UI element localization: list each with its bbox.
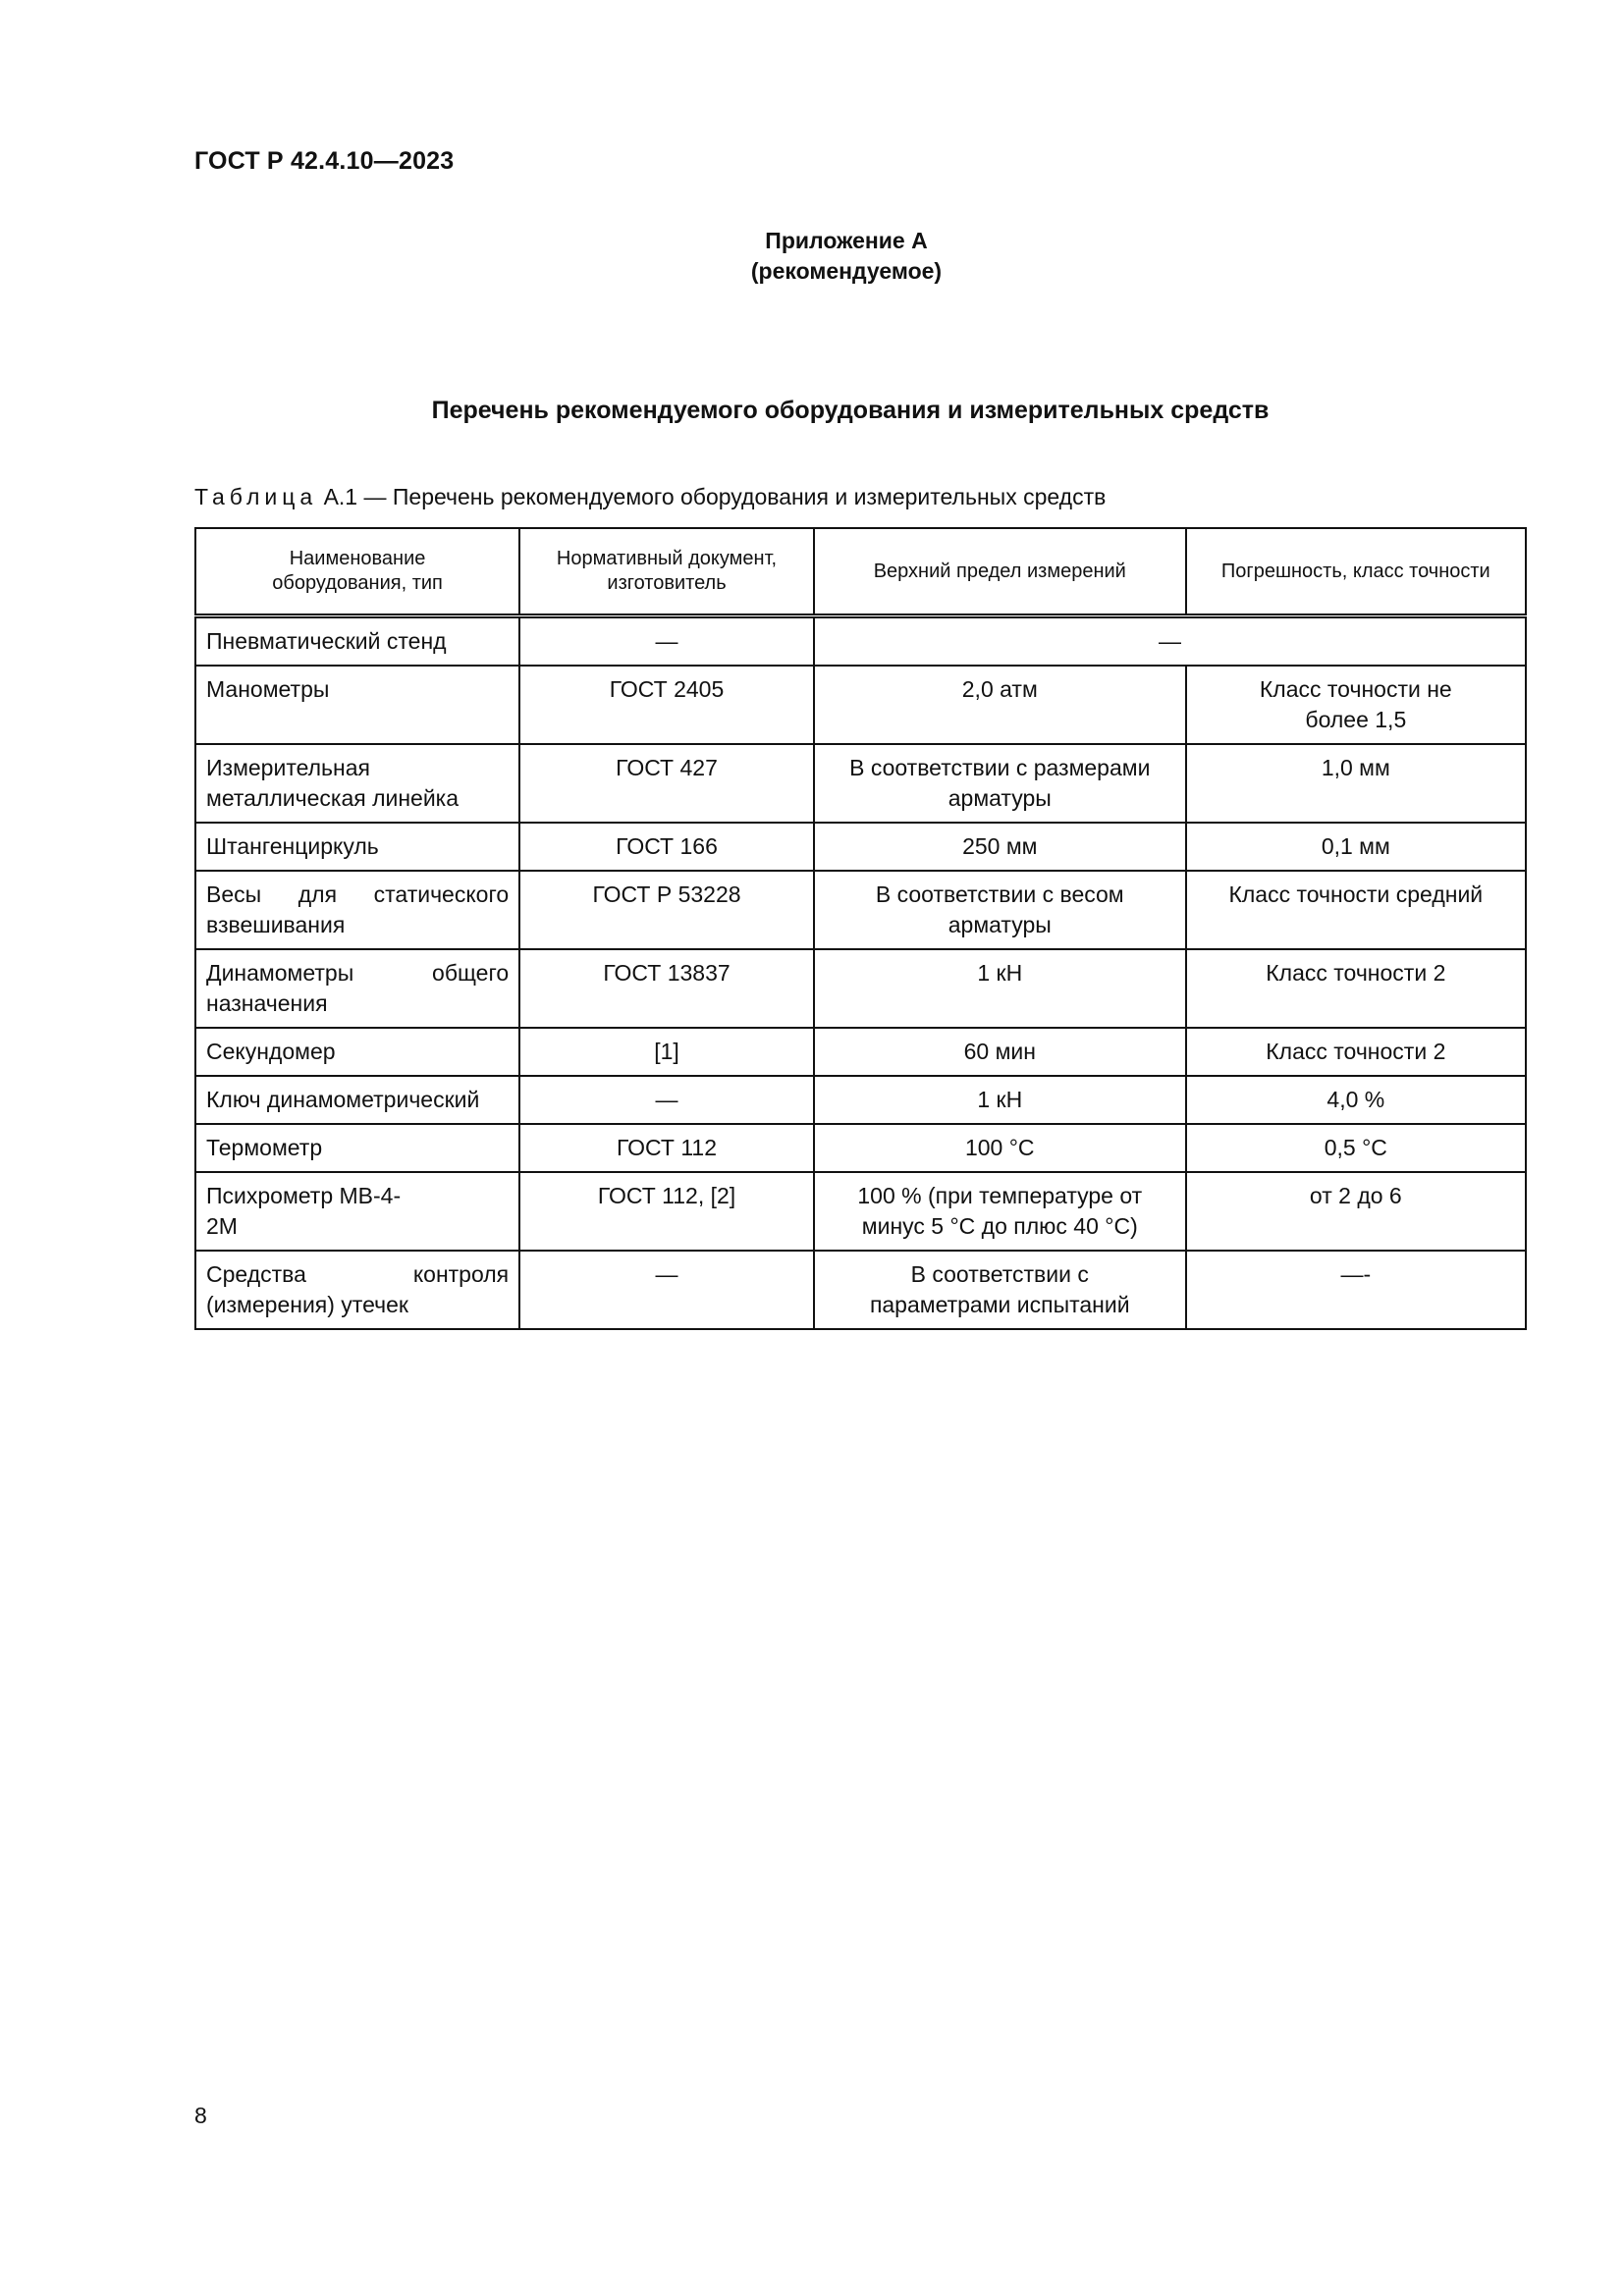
cell-accuracy: Класс точности средний xyxy=(1186,871,1526,949)
table-row xyxy=(195,949,1526,1028)
table-row xyxy=(195,871,1526,949)
table-header-row xyxy=(195,528,1526,616)
cell-document: — xyxy=(519,616,814,667)
equipment-table xyxy=(194,527,1527,1330)
cell-document: ГОСТ 166 xyxy=(519,823,814,871)
cell-limit: 2,0 атм xyxy=(814,666,1186,744)
cell-limit: В соответствии с весом арматуры xyxy=(814,871,1186,949)
cell-accuracy: 4,0 % xyxy=(1186,1076,1526,1124)
cell-document: ГОСТ 427 xyxy=(519,744,814,823)
header-document: Нормативный документ, изготовитель xyxy=(519,528,814,616)
cell-document: ГОСТ 112, [2] xyxy=(519,1172,814,1251)
cell-accuracy: Класс точности не более 1,5 xyxy=(1186,666,1526,744)
cell-limit-merged: — xyxy=(814,616,1526,667)
cell-equipment: Термометр xyxy=(195,1124,519,1172)
cell-equipment: Пневматический стенд xyxy=(195,616,519,667)
cell-document: ГОСТ 112 xyxy=(519,1124,814,1172)
cell-accuracy: от 2 до 6 xyxy=(1186,1172,1526,1251)
header-limit: Верхний предел измерений xyxy=(814,528,1186,616)
cell-document: — xyxy=(519,1251,814,1329)
cell-limit: 100 % (при температуре от минус 5 °C до плюс 40 °C) xyxy=(814,1172,1186,1251)
cell-equipment: Штангенциркуль xyxy=(195,823,519,871)
cell-limit: 1 кН xyxy=(814,1076,1186,1124)
cell-document: ГОСТ Р 53228 xyxy=(519,871,814,949)
cell-equipment: Психрометр МВ-4-2М xyxy=(195,1172,519,1251)
header-accuracy: Погрешность, класс точности xyxy=(1186,528,1526,616)
cell-accuracy: Класс точности 2 xyxy=(1186,1028,1526,1076)
cell-equipment: Средства контроля (измерения) утечек xyxy=(195,1251,519,1329)
cell-equipment: Секундомер xyxy=(195,1028,519,1076)
table-row xyxy=(195,1172,1526,1251)
section-title xyxy=(0,397,1624,425)
cell-limit: 250 мм xyxy=(814,823,1186,871)
cell-accuracy: 1,0 мм xyxy=(1186,744,1526,823)
appendix-status: (рекомендуемое) xyxy=(750,258,943,284)
cell-equipment: Измерительная металлическая линейка xyxy=(195,744,519,823)
table-row xyxy=(195,616,1526,667)
document-code: ГОСТ Р 42.4.10—2023 xyxy=(194,147,455,175)
cell-limit: В соответствии с размерами арматуры xyxy=(814,744,1186,823)
cell-limit: 60 мин xyxy=(814,1028,1186,1076)
appendix-heading xyxy=(0,226,1624,287)
cell-limit: В соответствии с параметрами испытаний xyxy=(814,1251,1186,1329)
cell-accuracy: Класс точности 2 xyxy=(1186,949,1526,1028)
cell-equipment: Весы для статического взвешивания xyxy=(195,871,519,949)
table-row xyxy=(195,1124,1526,1172)
header-equipment: Наименование оборудования, тип xyxy=(195,528,519,616)
table-row xyxy=(195,744,1526,823)
appendix-title: Приложение А xyxy=(765,228,928,253)
cell-equipment: Манометры xyxy=(195,666,519,744)
table-row xyxy=(195,666,1526,744)
cell-accuracy: 0,5 °C xyxy=(1186,1124,1526,1172)
cell-equipment: Динамометры общего назначения xyxy=(195,949,519,1028)
table-row xyxy=(195,1028,1526,1076)
cell-accuracy: —- xyxy=(1186,1251,1526,1329)
table-caption-prefix: Таблица xyxy=(194,484,318,509)
cell-document: ГОСТ 2405 xyxy=(519,666,814,744)
cell-limit: 1 кН xyxy=(814,949,1186,1028)
table-row xyxy=(195,1251,1526,1329)
section-title-text: Перечень рекомендуемого оборудования и измерительных средств xyxy=(431,397,1270,424)
cell-equipment: Ключ динамометрический xyxy=(195,1076,519,1124)
cell-document: ГОСТ 13837 xyxy=(519,949,814,1028)
table-row xyxy=(195,1076,1526,1124)
cell-accuracy: 0,1 мм xyxy=(1186,823,1526,871)
table-caption-text: А.1 — Перечень рекомендуемого оборудования и измерительных средств xyxy=(317,484,1107,509)
cell-limit: 100 °C xyxy=(814,1124,1186,1172)
page-number: 8 xyxy=(194,2103,207,2128)
cell-document: — xyxy=(519,1076,814,1124)
table-caption xyxy=(194,484,1106,510)
cell-document: [1] xyxy=(519,1028,814,1076)
table-row xyxy=(195,823,1526,871)
